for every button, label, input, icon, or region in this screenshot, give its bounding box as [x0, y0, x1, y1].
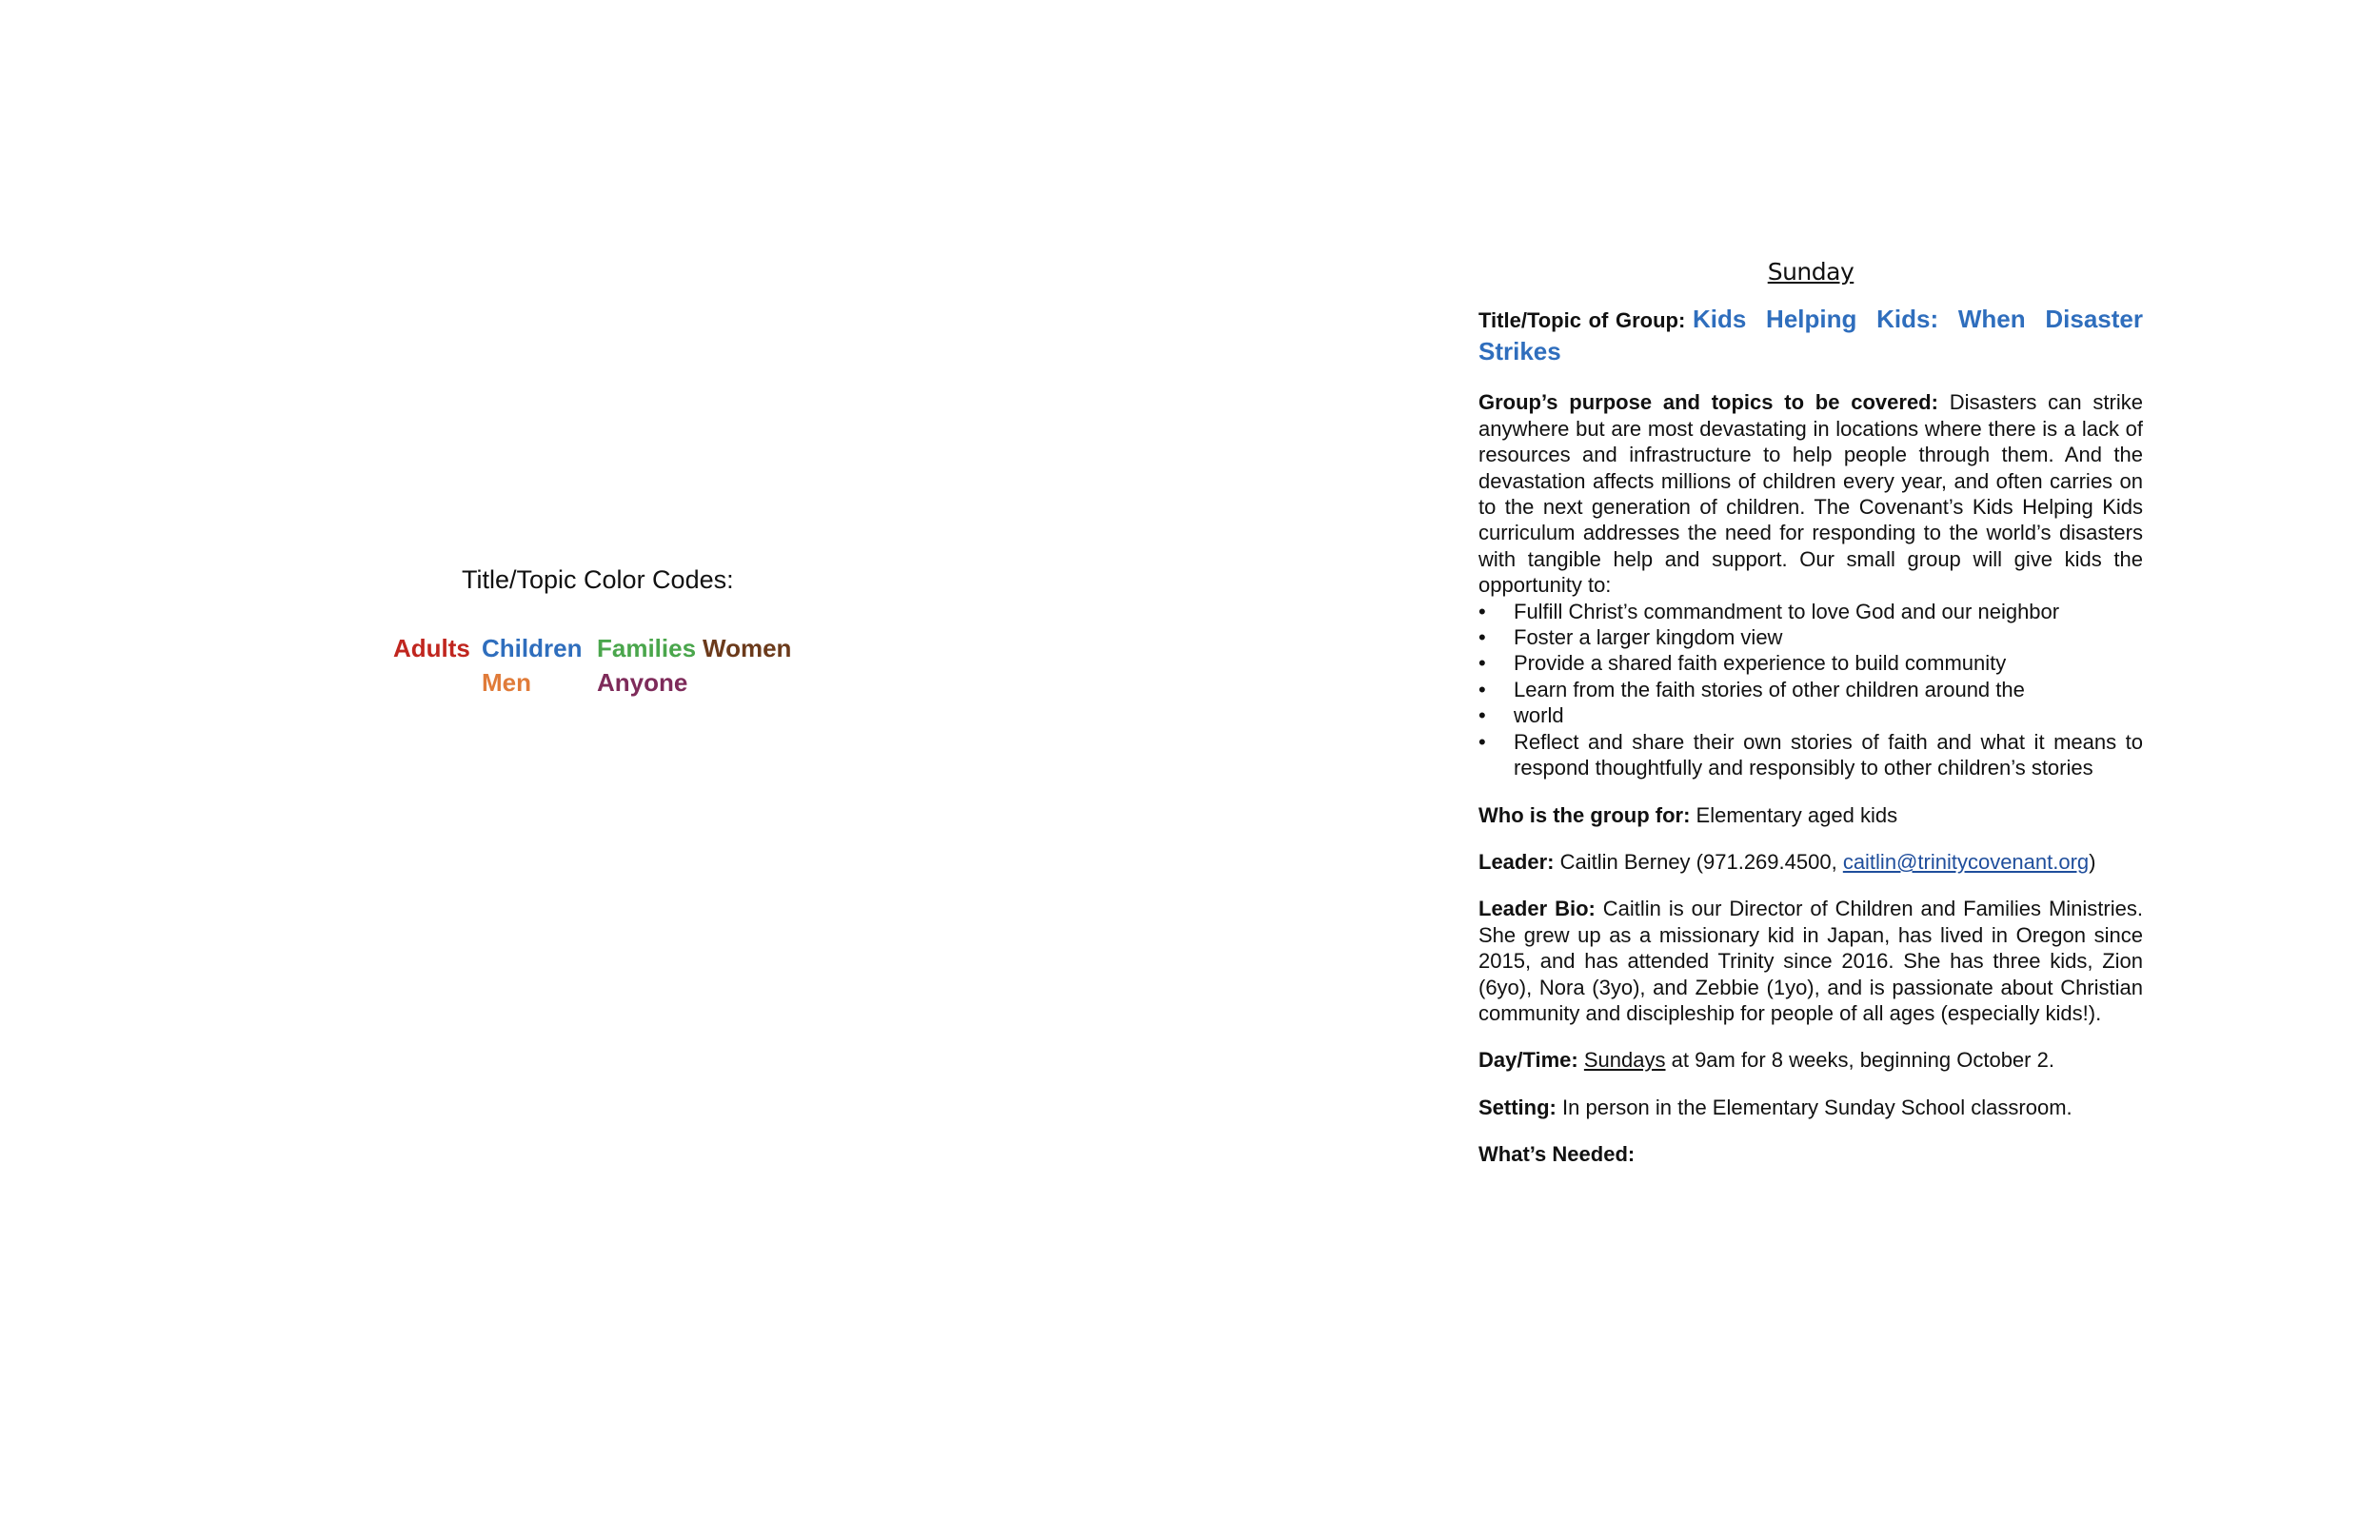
bullet-icon: • [1478, 677, 1486, 701]
bullet-icon: • [1478, 599, 1486, 623]
bullet-icon: • [1478, 651, 1486, 676]
legend-men: Men [482, 668, 531, 697]
bullet-text: Foster a larger kingdom view [1514, 625, 1783, 650]
daytime-label: Day/Time: [1478, 1048, 1578, 1073]
daytime-rest: at 9am for 8 weeks, beginning October 2. [1665, 1048, 2054, 1073]
list-item [1478, 729, 2143, 781]
bullet-icon: • [1478, 729, 1486, 754]
leader-close: ) [2089, 849, 2096, 874]
day-heading: Sunday [1767, 258, 1854, 286]
list-item [1478, 677, 2143, 702]
who-text: Elementary aged kids [1696, 802, 1898, 827]
list-item [1478, 702, 2143, 728]
who-label: Who is the group for: [1478, 802, 1691, 827]
legend-adults: Adults [393, 634, 470, 662]
list-item [1478, 599, 2143, 624]
daytime-section [1478, 1047, 2143, 1073]
bullet-text: Fulfill Christ’s commandment to love God and our neighbor [1514, 599, 2060, 623]
bio-text: Caitlin is our Director of Children and Families Ministries. She grew up as a missionary kid in Japan, has lived in Oregon since 2015, and has attended Trinity since 2016. She has three kids, Zion (6yo), Nora (3yo), and Zebbie (1yo), and is passionate about Christian community and discipleship for people of all ages (especially kids!). [1478, 897, 2143, 1025]
legend-children: Children [482, 634, 583, 662]
group-title [1478, 304, 2143, 368]
purpose-text: Disasters can strike anywhere but are most devastating in locations where there is a lack of resources and infrastructure to help people through them. And the devastation affects millions of children every year, and often carries on to the next generation of children. The Covenant’s Kids Helping Kids curriculum addresses the need for responding to the world’s disasters with tangible help and support. Our small group will give kids the opportunity to: [1478, 390, 2143, 598]
needed-label: What’s Needed: [1478, 1142, 1636, 1167]
leader-text: Caitlin Berney (971.269.4500, [1559, 849, 1843, 874]
title-label: Title/Topic of Group: [1478, 308, 1686, 333]
bullet-text: Provide a shared faith experience to build community [1514, 651, 2007, 676]
purpose-bullet-list [1478, 599, 2143, 781]
setting-text: In person in the Elementary Sunday School classroom. [1562, 1095, 2073, 1119]
bullet-text: Reflect and share their own stories of faith and what it means to respond thoughtfully and responsibly to other children’s stories [1514, 729, 2143, 780]
legend-women: Women [703, 634, 792, 662]
purpose-label: Group’s purpose and topics to be covered: [1478, 390, 1938, 415]
bullet-text: world [1514, 703, 1564, 728]
leader-bio-section [1478, 896, 2143, 1026]
bullet-icon: • [1478, 625, 1486, 650]
needed-section [1478, 1141, 2143, 1167]
legend-families: Families [597, 634, 697, 662]
list-item [1478, 624, 2143, 650]
bullet-icon: • [1478, 703, 1486, 728]
setting-label: Setting: [1478, 1095, 1557, 1119]
leader-email-link[interactable]: caitlin@trinitycovenant.org [1842, 849, 2090, 874]
setting-section [1478, 1095, 2143, 1120]
leader-section [1478, 849, 2143, 875]
group-description [1478, 259, 2143, 1189]
daytime-day: Sundays [1583, 1048, 1666, 1073]
audience-section [1478, 802, 2143, 828]
bullet-text: Learn from the faith stories of other children around the [1514, 677, 2025, 701]
leader-label: Leader: [1478, 849, 1555, 874]
legend-title: Title/Topic Color Codes: [462, 565, 734, 594]
purpose-section [1478, 389, 2143, 598]
list-item [1478, 650, 2143, 676]
bio-label: Leader Bio: [1478, 897, 1596, 921]
legend-anyone: Anyone [597, 668, 688, 697]
title-value: Kids Helping Kids: When Disaster Strikes [1478, 305, 2143, 366]
